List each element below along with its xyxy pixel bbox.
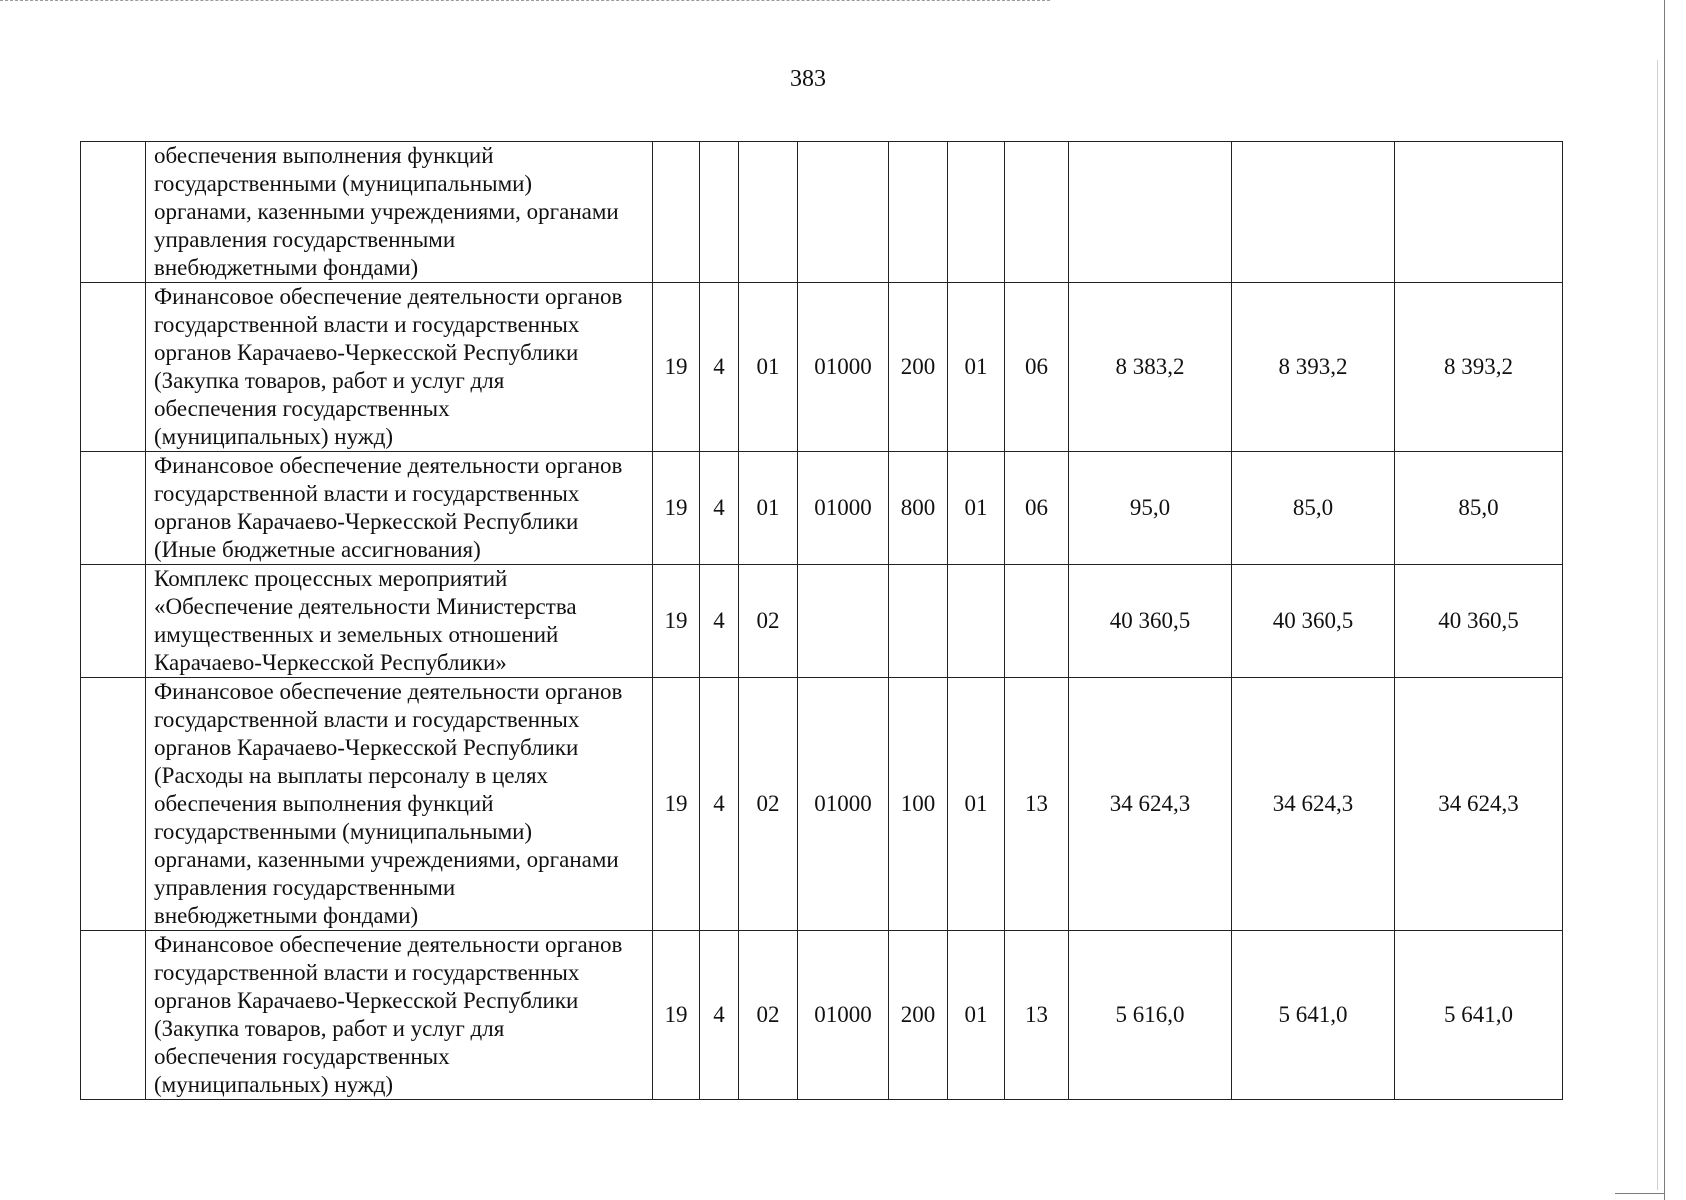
code-cell: 06 <box>1005 283 1069 452</box>
code-cell: 01000 <box>798 931 889 1100</box>
code-cell: 01000 <box>798 283 889 452</box>
scan-edge-line <box>1657 60 1658 1190</box>
row-description: Финансовое обеспечение деятельности органов государственной власти и государственных органов Карачаево-Черкесской Республики (Закупка товаров, работ и услуг для обеспечения государственных (муниципальных) нужд) <box>146 283 653 452</box>
amount-cell <box>1395 142 1563 283</box>
amount-cell: 85,0 <box>1395 452 1563 565</box>
code-cell: 19 <box>653 283 700 452</box>
code-cell: 13 <box>1005 931 1069 1100</box>
table-row <box>81 283 1563 452</box>
code-cell: 01 <box>948 283 1005 452</box>
table-row <box>81 452 1563 565</box>
row-description: Комплекс процессных мероприятий «Обеспечение деятельности Министерства имущественных и земельных отношений Карачаево-Черкесской Республики» <box>146 565 653 678</box>
code-cell <box>739 142 798 283</box>
code-cell <box>948 142 1005 283</box>
code-cell: 4 <box>700 931 739 1100</box>
empty-number-cell <box>81 452 146 565</box>
code-cell: 02 <box>739 565 798 678</box>
code-cell: 01 <box>948 931 1005 1100</box>
code-cell: 02 <box>739 931 798 1100</box>
code-cell: 01 <box>739 452 798 565</box>
row-description: обеспечения выполнения функций государственными (муниципальными) органами, казенными учреждениями, органами управления государственными внебюджетными фондами) <box>146 142 653 283</box>
amount-cell: 8 383,2 <box>1069 283 1232 452</box>
code-cell: 4 <box>700 678 739 931</box>
code-cell: 19 <box>653 452 700 565</box>
table-row <box>81 142 1563 283</box>
code-cell <box>1005 142 1069 283</box>
amount-cell: 8 393,2 <box>1232 283 1395 452</box>
empty-number-cell <box>81 565 146 678</box>
code-cell <box>1005 565 1069 678</box>
amount-cell: 5 641,0 <box>1232 931 1395 1100</box>
table-row <box>81 565 1563 678</box>
code-cell: 01000 <box>798 452 889 565</box>
code-cell: 02 <box>739 678 798 931</box>
amount-cell: 40 360,5 <box>1069 565 1232 678</box>
code-cell: 4 <box>700 565 739 678</box>
amount-cell: 5 641,0 <box>1395 931 1563 1100</box>
code-cell: 4 <box>700 452 739 565</box>
code-cell <box>948 565 1005 678</box>
row-description: Финансовое обеспечение деятельности органов государственной власти и государственных органов Карачаево-Черкесской Республики (Иные бюджетные ассигнования) <box>146 452 653 565</box>
empty-number-cell <box>81 931 146 1100</box>
code-cell: 100 <box>889 678 948 931</box>
amount-cell: 34 624,3 <box>1395 678 1563 931</box>
row-description: Финансовое обеспечение деятельности органов государственной власти и государственных органов Карачаево-Черкесской Республики (Расходы на выплаты персоналу в целях обеспечения выполнения функций государственными (муниципальными) органами, казенными учреждениями, органами управления государственными внебюджетными фондами) <box>146 678 653 931</box>
code-cell: 01 <box>739 283 798 452</box>
code-cell: 01000 <box>798 678 889 931</box>
scan-edge-line <box>0 0 1050 1</box>
budget-table <box>80 141 1563 1100</box>
amount-cell <box>1069 142 1232 283</box>
code-cell: 200 <box>889 931 948 1100</box>
amount-cell: 34 624,3 <box>1069 678 1232 931</box>
empty-number-cell <box>81 283 146 452</box>
page-number: 383 <box>790 66 826 92</box>
code-cell: 4 <box>700 283 739 452</box>
code-cell: 13 <box>1005 678 1069 931</box>
scan-edge-line <box>1615 1193 1664 1194</box>
code-cell: 06 <box>1005 452 1069 565</box>
empty-number-cell <box>81 142 146 283</box>
code-cell: 19 <box>653 678 700 931</box>
code-cell <box>889 142 948 283</box>
amount-cell: 34 624,3 <box>1232 678 1395 931</box>
amount-cell: 5 616,0 <box>1069 931 1232 1100</box>
code-cell <box>798 142 889 283</box>
amount-cell: 8 393,2 <box>1395 283 1563 452</box>
amount-cell: 40 360,5 <box>1232 565 1395 678</box>
code-cell: 800 <box>889 452 948 565</box>
code-cell: 01 <box>948 678 1005 931</box>
amount-cell <box>1232 142 1395 283</box>
code-cell <box>700 142 739 283</box>
amount-cell: 85,0 <box>1232 452 1395 565</box>
code-cell: 200 <box>889 283 948 452</box>
code-cell <box>653 142 700 283</box>
scan-edge-line <box>1664 0 1665 1200</box>
amount-cell: 95,0 <box>1069 452 1232 565</box>
table-row <box>81 931 1563 1100</box>
code-cell <box>798 565 889 678</box>
row-description: Финансовое обеспечение деятельности органов государственной власти и государственных органов Карачаево-Черкесской Республики (Закупка товаров, работ и услуг для обеспечения государственных (муниципальных) нужд) <box>146 931 653 1100</box>
amount-cell: 40 360,5 <box>1395 565 1563 678</box>
code-cell: 19 <box>653 565 700 678</box>
code-cell: 19 <box>653 931 700 1100</box>
empty-number-cell <box>81 678 146 931</box>
code-cell: 01 <box>948 452 1005 565</box>
code-cell <box>889 565 948 678</box>
table-row <box>81 678 1563 931</box>
